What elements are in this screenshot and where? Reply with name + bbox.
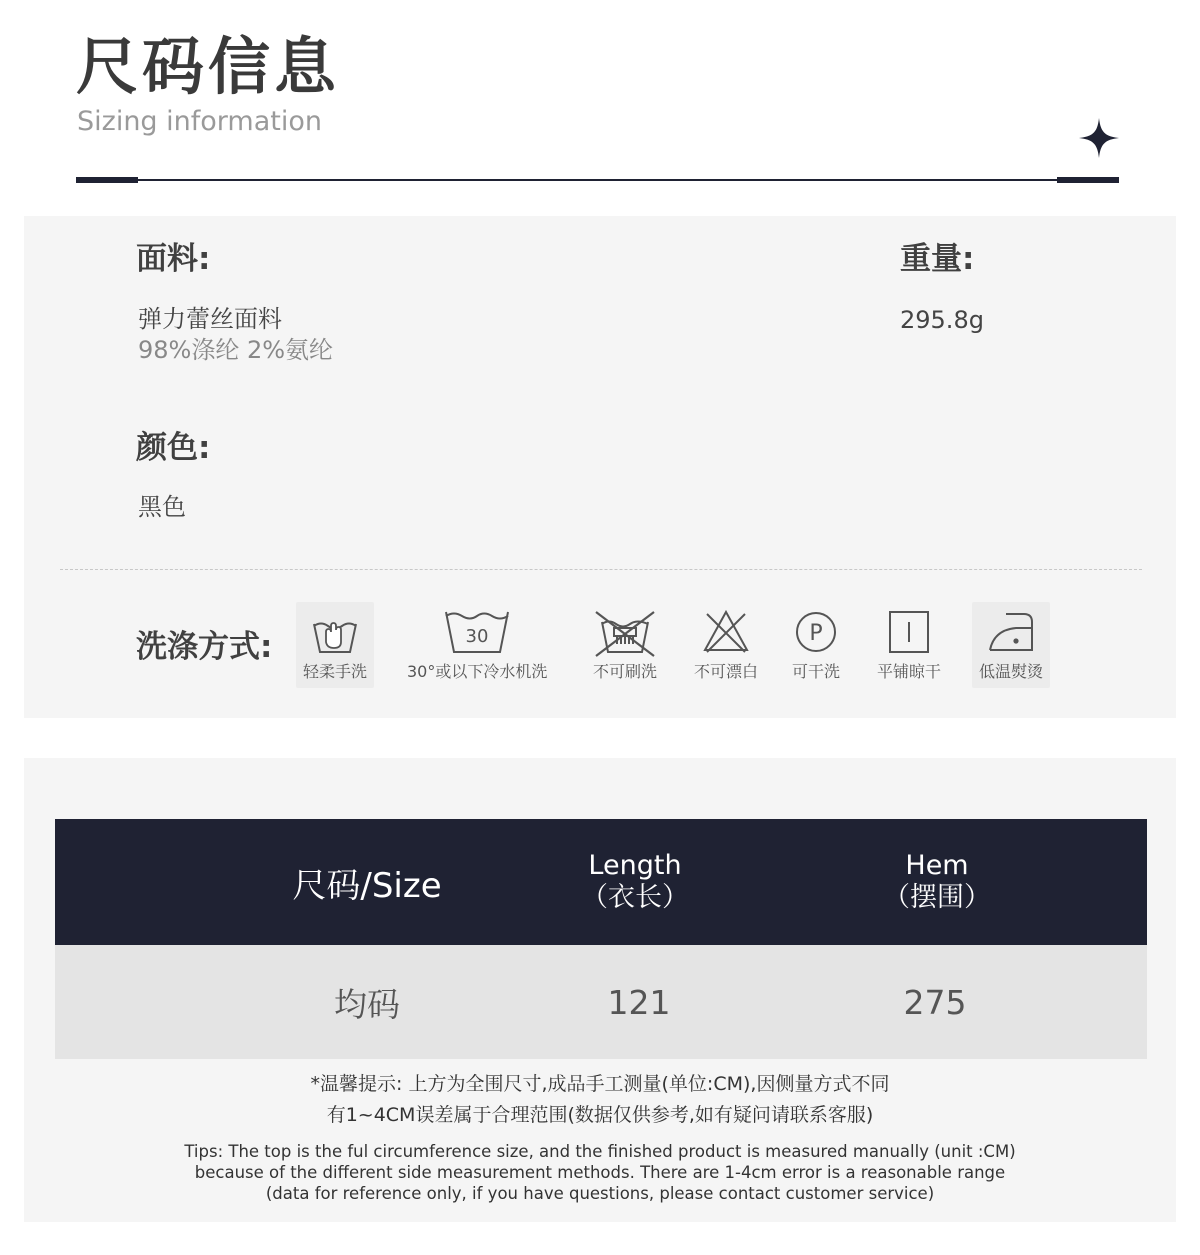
care-label: 洗涤方式: bbox=[136, 629, 273, 665]
header-size bbox=[225, 819, 509, 945]
weight-value: 295.8g bbox=[900, 306, 984, 334]
care-caption: 30°或以下冷水机洗 bbox=[407, 662, 548, 681]
tip-cn-line2: 有1~4CM误差属于合理范围(数据仅供参考,如有疑问请联系客服) bbox=[326, 1104, 874, 1126]
size-table-panel bbox=[24, 758, 1176, 1222]
hand-wash-icon bbox=[300, 608, 370, 658]
tip-en-line3: (data for reference only, if you have questions, please contact customer service) bbox=[265, 1184, 935, 1203]
color-value: 黑色 bbox=[138, 493, 186, 521]
no-bleach-icon bbox=[691, 608, 761, 658]
dry-clean-letter: P bbox=[809, 621, 823, 646]
care-caption: 不可漂白 bbox=[693, 662, 758, 681]
care-item-flat-dry bbox=[874, 608, 944, 680]
fabric-composition: 98%涤纶 2%氨纶 bbox=[138, 336, 334, 364]
care-caption: 可干洗 bbox=[791, 662, 840, 681]
header-hem-cn: （摆围） bbox=[883, 882, 991, 913]
header-hem-en: Hem bbox=[905, 849, 969, 881]
header-length bbox=[515, 819, 755, 945]
tip-en-line2: because of the different side measurement methods. There are 1-4cm error is a reasonable range bbox=[194, 1163, 1006, 1182]
page-subtitle: Sizing information bbox=[77, 106, 322, 137]
sparkle-icon bbox=[1079, 118, 1119, 158]
tip-cn-line1: *温馨提示: 上方为全围尺寸,成品手工测量(单位:CM),因侧量方式不同 bbox=[310, 1073, 890, 1095]
care-caption: 不可刷洗 bbox=[592, 662, 657, 681]
header-length-cn: （衣长） bbox=[581, 882, 689, 913]
low-iron-icon bbox=[976, 608, 1046, 658]
cell-hem: 275 bbox=[903, 982, 967, 1022]
table-row bbox=[55, 945, 1147, 1059]
header-divider-cap-left bbox=[76, 177, 138, 183]
care-item-machine-wash bbox=[407, 608, 547, 680]
care-item-no-bleach bbox=[691, 608, 761, 680]
care-item-low-iron bbox=[972, 602, 1050, 688]
no-brush-icon bbox=[590, 608, 660, 658]
header-length-en: Length bbox=[588, 849, 682, 881]
care-item-dry-clean bbox=[781, 608, 851, 680]
header-divider bbox=[76, 179, 1119, 181]
product-info-panel bbox=[24, 216, 1176, 718]
page-title: 尺码信息 bbox=[76, 30, 341, 103]
cell-length: 121 bbox=[607, 982, 671, 1022]
size-table-header bbox=[55, 819, 1147, 945]
care-item-hand-wash bbox=[296, 602, 374, 688]
wash-temp-text: 30 bbox=[465, 626, 489, 647]
fabric-label: 面料: bbox=[136, 241, 211, 277]
machine-wash-30-icon bbox=[437, 608, 517, 658]
header-size-text: 尺码/Size bbox=[292, 865, 442, 906]
header-divider-cap-right bbox=[1057, 177, 1119, 183]
weight-label: 重量: bbox=[900, 241, 975, 277]
flat-dry-icon bbox=[874, 608, 944, 658]
cell-size: 均码 bbox=[334, 984, 400, 1024]
header-hem bbox=[817, 819, 1057, 945]
dry-clean-icon bbox=[781, 608, 851, 658]
tip-en-line1: Tips: The top is the ful circumference size, and the finished product is measured manually (unit :CM) bbox=[184, 1142, 1016, 1161]
fabric-name: 弹力蕾丝面料 bbox=[138, 305, 282, 333]
care-caption: 平铺晾干 bbox=[876, 662, 941, 681]
care-item-no-brush bbox=[590, 608, 660, 680]
care-caption: 低温熨烫 bbox=[978, 662, 1043, 681]
care-caption: 轻柔手洗 bbox=[302, 662, 367, 681]
dashed-divider bbox=[60, 569, 1142, 570]
color-label: 颜色: bbox=[136, 430, 211, 466]
